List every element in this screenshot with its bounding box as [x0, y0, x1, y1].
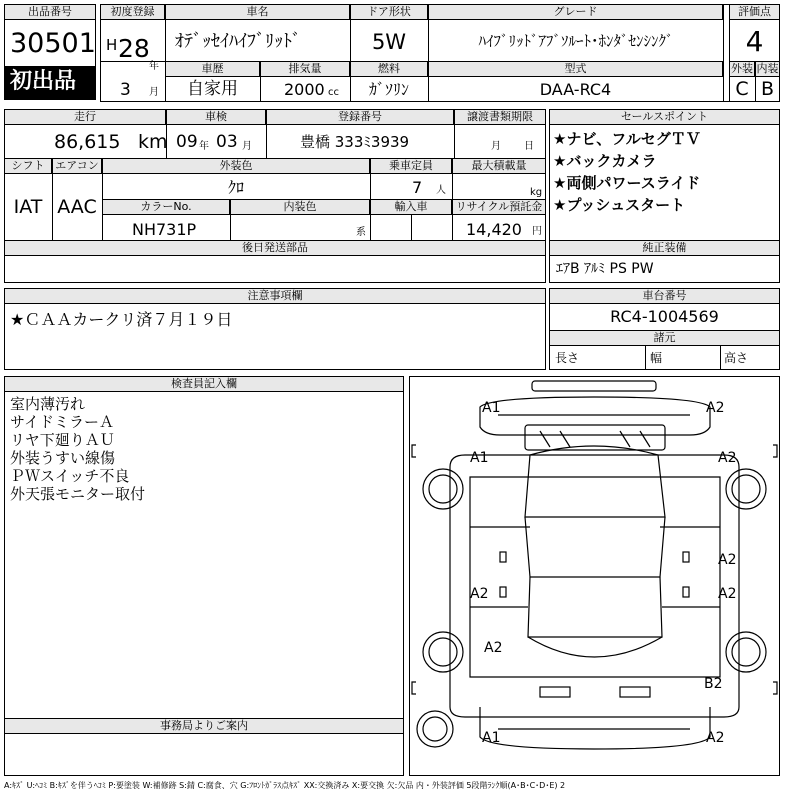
- height-label: 高さ: [724, 351, 749, 365]
- inspection-year-unit: 年: [199, 141, 209, 152]
- damage-mark: A2: [718, 586, 737, 602]
- equipment-value: ｴｱB ｱﾙﾐ PS PW: [556, 261, 654, 277]
- month-unit: 月: [149, 87, 159, 98]
- transfer-label: 譲渡書類期限: [454, 109, 546, 125]
- plate-label: 登録番号: [266, 109, 454, 125]
- damage-mark: A2: [470, 586, 489, 602]
- door-value: 5W: [371, 30, 407, 54]
- year-unit: 年: [149, 61, 159, 72]
- damage-mark: A1: [470, 450, 489, 466]
- office-label: 事務局よりご案内: [4, 718, 404, 734]
- capacity-label: 乗車定員: [370, 158, 452, 174]
- interior-grade: B: [760, 78, 775, 100]
- interior-label: 内装: [756, 62, 779, 75]
- exterior-grade: C: [735, 78, 749, 100]
- color-no-value: NH731P: [132, 220, 197, 239]
- car-diagram: [409, 376, 780, 776]
- inspection-label: 車検: [166, 109, 266, 125]
- chassis-value: RC4-1004569: [610, 307, 719, 326]
- history-value: 自家用: [187, 79, 238, 99]
- damage-mark: A1: [482, 730, 501, 746]
- lot-number: 30501: [10, 28, 96, 59]
- recycle-unit: 円: [532, 226, 542, 237]
- fuel-value: ｶﾞｿﾘﾝ: [368, 80, 409, 99]
- grade-label: グレード: [428, 4, 723, 20]
- damage-mark: A2: [706, 730, 725, 746]
- import-label: 輸入車: [370, 199, 452, 215]
- damage-mark: A2: [484, 640, 503, 656]
- inspector-item: ＰＷスイッチ不良: [10, 467, 130, 485]
- max-load-label: 最大積載量: [452, 158, 546, 174]
- color-no-label: カラーNo.: [102, 199, 230, 215]
- max-load-unit: kg: [530, 187, 543, 198]
- grade-value: ﾊｲﾌﾞﾘｯﾄﾞｱﾌﾞｿﾙｰﾄ･ﾎﾝﾀﾞｾﾝｼﾝｸﾞ: [478, 32, 674, 50]
- int-color-label: 内装色: [230, 199, 370, 215]
- car-diagram-drawing: [410, 377, 779, 775]
- sales-list: [553, 130, 701, 214]
- fuel-label: 燃料: [350, 61, 428, 77]
- recycle-value: 14,420: [466, 220, 522, 239]
- mileage-label: 走行: [4, 109, 166, 125]
- history-label: 車歴: [165, 61, 260, 77]
- inspector-item: リヤ下廻りＡＵ: [10, 431, 115, 449]
- inspection-month: 03: [216, 132, 238, 152]
- car-name-label: 車名: [165, 4, 350, 20]
- ac-value: AAC: [57, 196, 97, 218]
- width-label: 幅: [650, 351, 663, 365]
- sales-item: ★バックカメラ: [553, 152, 657, 170]
- first-listing-label: 初出品: [10, 69, 77, 94]
- inspector-item: 室内薄汚れ: [10, 395, 86, 413]
- mileage-unit: km: [138, 131, 168, 153]
- mileage-value: 86,615: [54, 131, 121, 153]
- dims-label: 諸元: [549, 330, 780, 346]
- era: H: [106, 36, 118, 54]
- recycle-label: リサイクル預託金: [452, 199, 546, 215]
- sales-item: ★両側パワースライド: [553, 174, 701, 192]
- sales-item: ★プッシュスタート: [553, 196, 686, 214]
- displacement-label: 排気量: [260, 61, 350, 77]
- notes-value: ★ＣＡＡカークリ済７月１９日: [10, 310, 233, 329]
- exterior-label: 外装: [731, 62, 753, 75]
- first-reg-year: 28: [118, 34, 150, 63]
- inspector-item: 外天張モニター取付: [10, 485, 146, 503]
- sales-item: ★ナビ、フルセグＴＶ: [553, 130, 701, 148]
- transfer-day-unit: 日: [524, 141, 534, 152]
- ext-color-label: 外装色: [102, 158, 370, 174]
- chassis-label: 車台番号: [549, 288, 780, 304]
- displacement-unit: cc: [328, 87, 339, 98]
- model-label: 型式: [428, 61, 723, 77]
- later-parts-label: 後日発送部品: [4, 240, 546, 256]
- inspector-item: 外装うすい線傷: [10, 449, 116, 467]
- inspector-label: 検査員記入欄: [4, 376, 404, 392]
- legend: A:ｷｽﾞ U:ﾍｺﾐ B:ｷｽﾞを伴うﾍｺﾐ P:要塗装 W:補修跡 S:錆 C:腐食、穴 G:ﾌﾛﾝﾄｶﾞﾗｽ点ｷｽﾞ XX:交換済み X:要交換 欠:欠品 内・外装評価 5段階ﾗﾝｸ順(A･B･C･D･E) 2: [4, 781, 566, 790]
- plate-value: 豊橋 333ﾐ3939: [300, 133, 410, 151]
- car-name: ｵﾃﾞｯｾｲﾊｲﾌﾞﾘｯﾄﾞ: [175, 31, 301, 52]
- damage-mark: A2: [718, 552, 737, 568]
- capacity-unit: 人: [436, 185, 446, 196]
- model-value: DAA-RC4: [539, 80, 612, 99]
- inspector-list: [10, 395, 145, 503]
- shift-label: シフト: [4, 158, 52, 174]
- ext-color-value: ｸﾛ: [227, 178, 244, 197]
- transfer-month-unit: 月: [491, 141, 501, 152]
- int-color-unit: 系: [356, 227, 366, 238]
- capacity-value: 7: [412, 178, 423, 197]
- first-reg-month: 3: [120, 80, 131, 100]
- door-label: ドア形状: [350, 4, 428, 20]
- damage-mark: A2: [706, 400, 725, 416]
- damage-mark: A2: [718, 450, 737, 466]
- displacement-value: 2000: [284, 80, 325, 99]
- ac-label: エアコン: [52, 158, 102, 174]
- damage-mark: A1: [482, 400, 501, 416]
- length-label: 長さ: [555, 351, 580, 365]
- sales-label: セールスポイント: [549, 109, 780, 125]
- equipment-label: 純正装備: [549, 240, 780, 256]
- inspection-year: 09: [176, 132, 198, 152]
- shift-value: IAT: [13, 196, 43, 218]
- score-label: 評価点: [729, 4, 780, 20]
- damage-mark: B2: [704, 676, 723, 692]
- first-reg-label: 初度登録: [100, 4, 165, 20]
- score-value: 4: [745, 25, 764, 58]
- inspection-month-unit: 月: [242, 141, 252, 152]
- lot-label: 出品番号: [4, 4, 96, 20]
- notes-label: 注意事項欄: [4, 288, 546, 304]
- inspector-item: サイドミラーＡ: [10, 413, 114, 431]
